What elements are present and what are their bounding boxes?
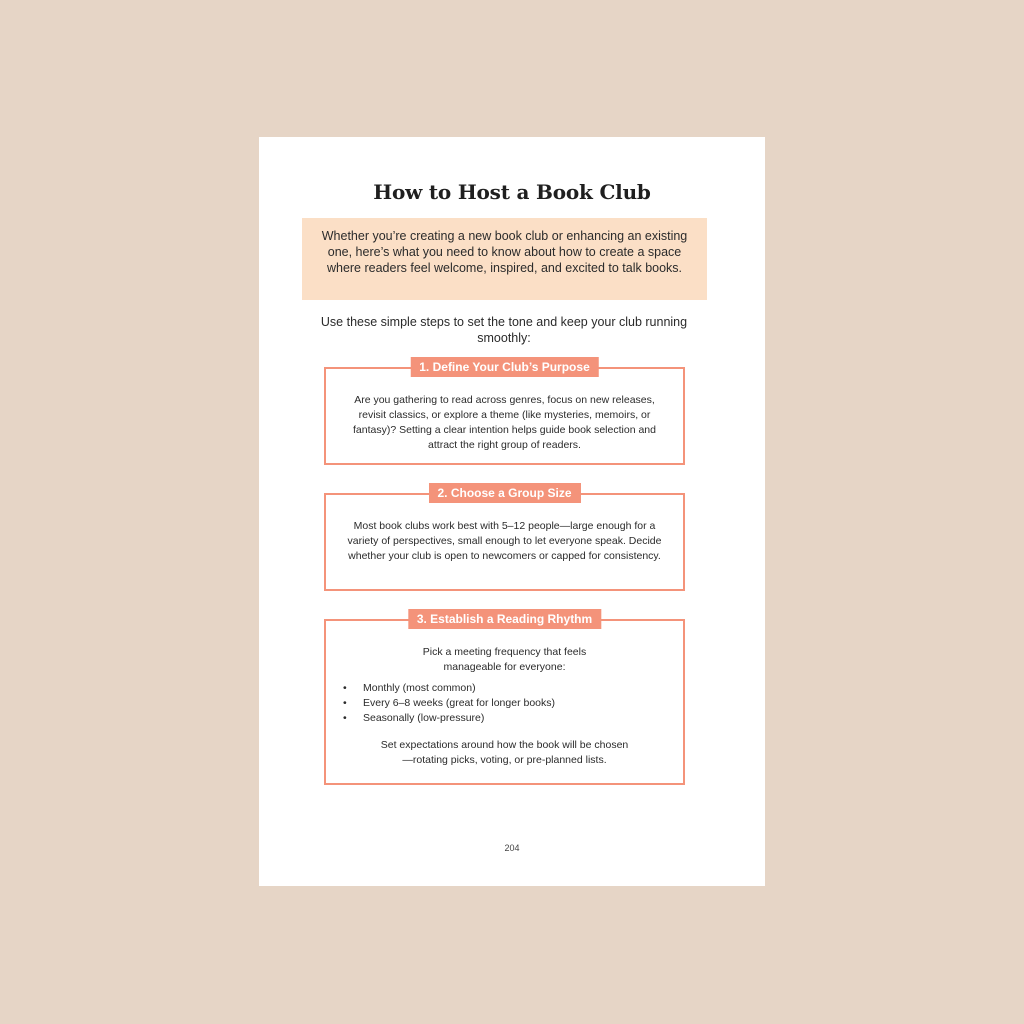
rhythm-intro-text: Pick a meeting frequency that feels manageable for everyone:	[422, 646, 587, 673]
book-page	[259, 137, 765, 886]
step-heading-purpose: 1. Define Your Club’s Purpose	[410, 357, 598, 377]
frequency-list	[326, 681, 683, 726]
step-body-reading-rhythm	[326, 621, 683, 675]
page-number: 204	[504, 843, 520, 853]
step-heading-group-size: 2. Choose a Group Size	[428, 483, 580, 503]
list-item: • Seasonally (low-pressure)	[343, 711, 683, 726]
lead-text: Use these simple steps to set the tone and keep your club running smoothly:	[320, 315, 688, 345]
intro-callout	[302, 218, 707, 300]
step-box-purpose	[324, 360, 685, 465]
step-heading-reading-rhythm: 3. Establish a Reading Rhythm	[408, 609, 601, 629]
step-box-group-size	[324, 486, 685, 591]
list-item: • Monthly (most common)	[343, 681, 683, 696]
intro-text: Whether you’re creating a new book club or enhancing an existing one, here’s what you need to know about how to create a space where readers feel welcome, inspired, and excited to talk books.	[321, 229, 688, 275]
rhythm-closing: Set expectations around how the book will be chosen—rotating picks, voting, or pre-planned lists.	[380, 739, 629, 766]
rhythm-closing-text	[326, 726, 683, 768]
page-title: How to Host a Book Club	[373, 180, 651, 204]
step-box-reading-rhythm	[324, 612, 685, 785]
list-item: • Every 6–8 weeks (great for longer books)	[343, 696, 683, 711]
step-body-group-size: Most book clubs work best with 5–12 people—large enough for a variety of perspectives, small enough to let everyone speak. Decide whether your club is open to newcomers or capped for consistency.	[347, 520, 662, 562]
step-body-purpose: Are you gathering to read across genres, focus on new releases, revisit classics, or explore a theme (like mysteries, memoirs, or fantasy)? Setting a clear intention helps guide book selection and attract the right group of readers.	[353, 394, 656, 451]
